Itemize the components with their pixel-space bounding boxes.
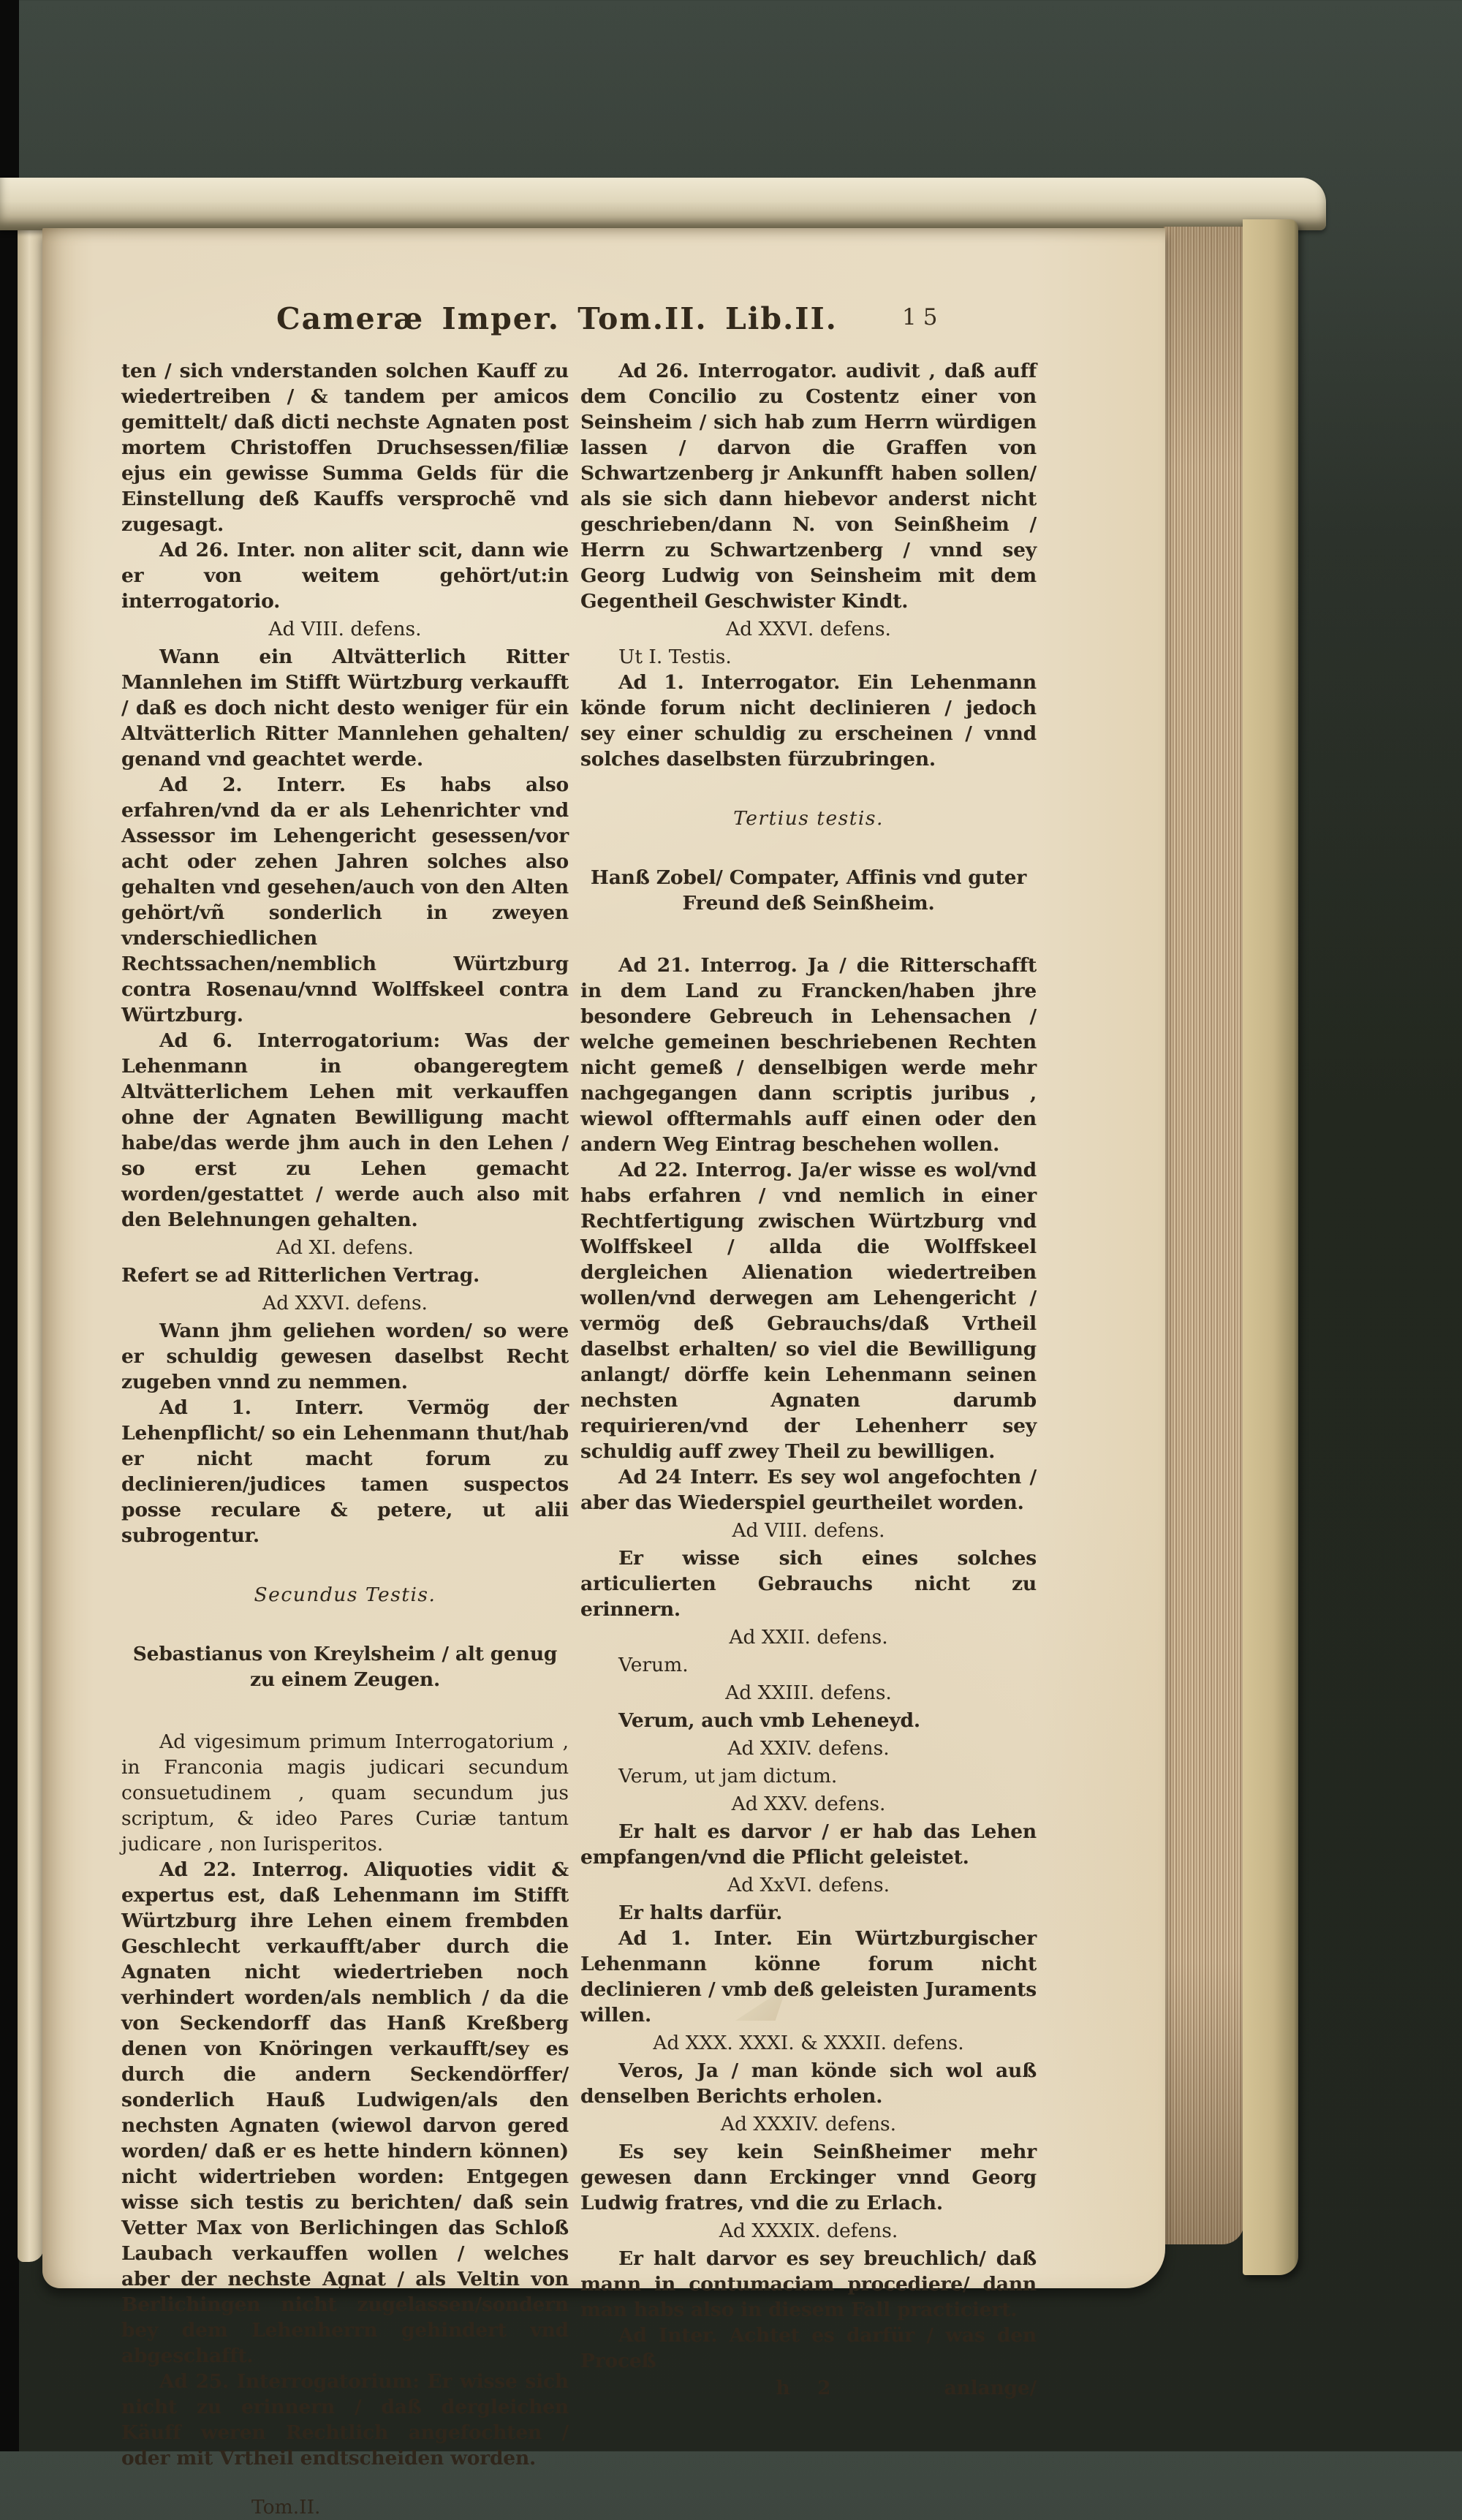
paragraph: Ad XXII. defens. bbox=[729, 1626, 888, 1649]
paragraph: Ad 24 Interr. Es sey wol angefochten / aber das Wiederspiel geurtheilet worden. bbox=[580, 1466, 1037, 1514]
paragraph: Verum, ut jam dictum. bbox=[618, 1765, 838, 1787]
paragraph: Ad 22. Interrog. Aliquoties vidit & expertus est, daß Lehenmann im Stifft Würtzburg ihre Lehen einem frembden Geschlecht verkaufft/aber durch die Agnaten nicht wiedertrieben noch verhindert worden/als nemblich / da die von Seckendorff das Hanß Kreßberg denen von Knöringen verkaufft/sey es durch die andern Seckendörffer/ sonderlich Hauß Ludwigen/als den nechsten Agnaten (wiewol darvon gered worden/ daß er es hette hindern können) nicht widertrieben worden: Entgegen wisse sich testis zu berichten/ daß sein Vetter Max von Berlichingen das Schloß Laubach verkauffen wollen / welches aber der nechste Agnat / als Veltin von Berlichingen nicht zugelassen/sondern bey dem Lehenherrn gehindert vnd abgeschafft. bbox=[121, 1858, 569, 2367]
paragraph: Ad VIII. defens. bbox=[732, 1519, 885, 1542]
paragraph: ten / sich vnderstanden solchen Kauff zu wiedertreiben / & tandem per amicos gemittelt/ daß dicti nechste Agnaten post mortem Christoffen Druchsessen/filiæ ejus ein gewisse Summa Gelds für die Einstellung deß Kauffs versprochẽ vnd zugesagt. bbox=[121, 360, 569, 536]
paragraph: Hanß Zobel/ Compater, Affinis vnd guter Freund deß Seinßheim. bbox=[590, 866, 1027, 915]
page-number: 15 bbox=[902, 304, 944, 330]
book-top-edge bbox=[0, 178, 1326, 230]
paragraph: Ad XXV. defens. bbox=[731, 1793, 886, 1815]
paragraph: Ad 26. Interrogator. audivit , daß auff dem Concilio zu Costentz einer von Seinsheim / sich hab zum Herrn würdigen lassen / darvon die Graffen von Schwartzenberg jr Ankunfft haben sollen/ als sie sich dann hiebevor anderst nicht geschrieben/dann N. von Seinßheim / Herrn zu Schwartzenberg / vnnd sey Georg Ludwig von Seinsheim mit dem Gegentheil Geschwister Kindt. bbox=[580, 360, 1037, 613]
cover-edge bbox=[1243, 219, 1298, 2275]
gathering-signature: h 2 bbox=[776, 2377, 841, 2399]
paragraph: Ad 26. Inter. non aliter scit, dann wie er von weitem gehört/ut:in interrogatorio. bbox=[121, 539, 569, 613]
running-head bbox=[121, 301, 1110, 358]
fore-edge-page-stack bbox=[1164, 227, 1244, 2244]
paragraph: Ad XxVI. defens. bbox=[727, 1874, 890, 1896]
paragraph: Er wisse sich eines solches articulierten Gebrauchs nicht zu erinnern. bbox=[580, 1547, 1037, 1621]
paragraph: Er halt darvor es sey breuchlich/ daß mann in contumaciam procediere/ dann man habs also in diesem Fall practiciert. bbox=[580, 2247, 1037, 2321]
signature-row bbox=[580, 2375, 1037, 2401]
paragraph: Er halt es darvor / er hab das Lehen empfangen/vnd die Pflicht geleistet. bbox=[580, 1820, 1037, 1869]
page-content bbox=[121, 301, 1110, 2519]
paragraph: Ad XXIII. defens. bbox=[725, 1681, 892, 1704]
paragraph: Tom.II. bbox=[251, 2496, 321, 2519]
paragraph: Secundus Testis. bbox=[254, 1583, 436, 1606]
paragraph: Sebastianus von Kreylsheim / alt genug zu einem Zeugen. bbox=[132, 1643, 558, 1691]
paragraph: Verum, auch vmb Leheneyd. bbox=[618, 1709, 920, 1732]
paragraph: Ad XXVI. defens. bbox=[726, 618, 891, 640]
running-title: Cameræ Imper. Tom.II. Lib.II. bbox=[276, 301, 838, 336]
paragraph: Ad 6. Interrogatorium: Was der Lehenmann in obangeregtem Altvätterlichem Lehen mit verkauffen ohne der Agnaten Bewilligung macht habe/das werde jhm auch in den Lehen / so erst zu Lehen gemacht worden/gestattet / werde auch also mit den Belehnungen gehalten. bbox=[121, 1029, 569, 1231]
paragraph: Ad 1. Interrogator. Ein Lehenmann könde forum nicht declinieren / jedoch sey einer schuldig zu erscheinen / vnnd solches daselbsten fürzubringen. bbox=[580, 671, 1037, 771]
paragraph: Es sey kein Seinßheimer mehr gewesen dann Erckinger vnnd Georg Ludwig fratres, vnd die zu Erlach. bbox=[580, 2141, 1037, 2214]
page-surface bbox=[42, 228, 1165, 2519]
paragraph: Wann jhm geliehen worden/ so were er schuldig gewesen daselbst Recht zugeben vnnd zu nemmen. bbox=[121, 1320, 569, 1393]
left-page-edge bbox=[18, 216, 44, 2262]
paragraph: Refert se ad Ritterlichen Vertrag. bbox=[121, 1264, 480, 1287]
paragraph: Ad Inter. Achtet es darfür / was den Proceß bbox=[580, 2324, 1037, 2372]
paragraph: Verum. bbox=[618, 1654, 689, 1676]
paragraph: Tertius testis. bbox=[733, 807, 884, 830]
paragraph: Ut I. Testis. bbox=[618, 646, 732, 668]
paragraph: Ad XXXIV. defens. bbox=[720, 2113, 897, 2135]
paragraph: Ad XXXIX. defens. bbox=[719, 2220, 898, 2242]
catchword: anlange/ bbox=[944, 2377, 1037, 2399]
paragraph: Ad XXX. XXXI. & XXXII. defens. bbox=[653, 2032, 964, 2054]
paragraph: Ad 22. Interrog. Ja/er wisse es wol/vnd habs erfahren / vnd nemlich in einer Rechtfertigung zwischen Würtzburg vnd Wolffskeel / allda die Wolffskeel dergleichen Alienation wiedertreiben wollen/vnd derwegen am Lehengericht / vermög deß Gebrauchs/daß Vrtheil daselbst erhalten/ so viel die Bewilligung anlangt/ dörffe kein Lehenmann seinen nechsten Agnaten darumb requirieren/vnd der Lehenherr sey schuldig auff zwey Theil zu bewilligen. bbox=[580, 1159, 1037, 1463]
paragraph: Ad 2. Interr. Es habs also erfahren/vnd da er als Lehenrichter vnd Assessor im Lehengericht gesessen/vor acht oder zehen Jahren solches also gehalten vnd gesehen/auch von den Alten gehört/vñ sonderlich in zweyen vnderschiedlichen Rechtssachen/nemblich Würtzburg contra Rosenau/vnnd Wolffskeel contra Würtzburg. bbox=[121, 773, 569, 1026]
right-column bbox=[580, 358, 1037, 2401]
paragraph: Wann ein Altvätterlich Ritter Mannlehen im Stifft Würtzburg verkaufft / daß es doch nicht desto weniger für ein Altvätterlich Ritter Mannlehen gehalten/ genand vnd geachtet werde. bbox=[121, 646, 569, 771]
paragraph: Ad 1. Interr. Vermög der Lehenpflicht/ so ein Lehenmann thut/hab er nicht macht forum zu declinieren/judices tamen suspectos posse reculare & petere, ut alii subrogentur. bbox=[121, 1396, 569, 1547]
paragraph: Ad vigesimum primum Interrogatorium , in Franconia magis judicari secundum consuetudinem , quam secundum jus scriptum, & ideo Pares Curiæ tantum judicare , non Iurisperitos. bbox=[121, 1730, 569, 1855]
scanner-gutter-shadow bbox=[0, 0, 19, 2451]
paragraph: Ad XXIV. defens. bbox=[727, 1737, 890, 1760]
paragraph: Ad VIII. defens. bbox=[268, 618, 422, 640]
paragraph: Ad 25. Interrogatorium: Er wisse sich nicht zu erinnern / daß dergleichen Käuff weren Rechtlich angefochten / oder mit Vrtheil endtscheiden worden. bbox=[121, 2370, 569, 2470]
paragraph: Er halts darfür. bbox=[618, 1902, 783, 1924]
paragraph: Ad XI. defens. bbox=[276, 1236, 414, 1259]
paragraph: Veros, Ja / man könde sich wol auß denselben Berichts erholen. bbox=[580, 2059, 1037, 2108]
paragraph: Ad XXVI. defens. bbox=[262, 1292, 428, 1314]
paragraph: Ad 1. Inter. Ein Würtzburgischer Lehenmann könne forum nicht declinieren / vmb deß geleisten Juraments willen. bbox=[580, 1927, 1037, 2027]
paragraph: Ad 21. Interrog. Ja / die Ritterschafft in dem Land zu Francken/haben jhre besondere Gebreuch in Lehensachen / welche gemeinen beschriebenen Rechten nicht gemeß / denselbigen werde mehr nachgegangen dann scriptis juribus , wiewol offtermahls auff einen oder den andern Weg Eintrag beschehen wollen. bbox=[580, 954, 1037, 1156]
left-column bbox=[121, 358, 569, 2520]
